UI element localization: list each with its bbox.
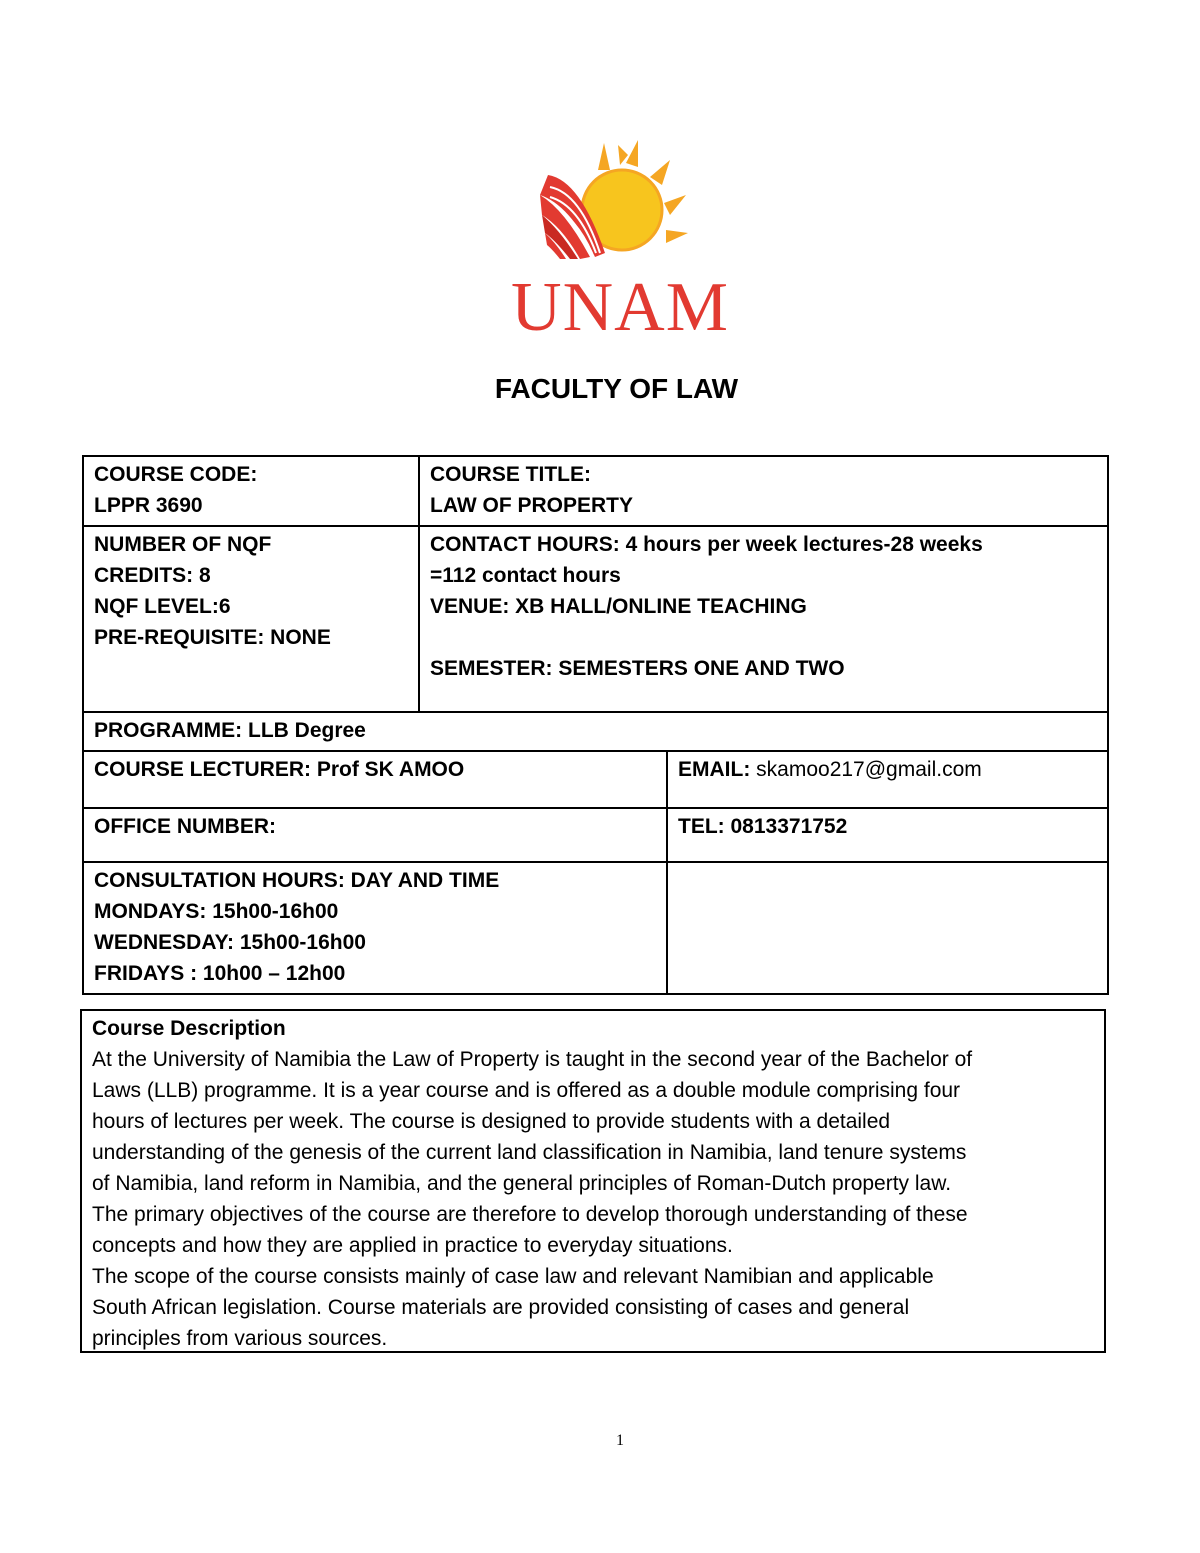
lecturer: COURSE LECTURER: Prof SK AMOO [94,758,465,781]
contact-hours-line1: CONTACT HOURS: 4 hours per week lectures-28 weeks [430,533,983,556]
description-line: principles from various sources. [92,1327,388,1350]
course-info-table [82,455,1109,995]
nqf-credits-line2: CREDITS: 8 [94,564,211,587]
description-line: understanding of the genesis of the current land classification in Namibia, land tenure systems [92,1141,967,1164]
lecturer-cell [83,751,667,808]
email-cell [667,751,1108,808]
office-number: OFFICE NUMBER: [94,815,276,838]
programme: PROGRAMME: LLB Degree [94,719,366,742]
description-line: At the University of Namibia the Law of Property is taught in the second year of the Bachelor of [92,1048,973,1071]
course-title-value: LAW OF PROPERTY [430,494,634,517]
course-title-cell [419,456,1108,526]
course-description-box [80,1009,1106,1353]
contact-hours-line2: =112 contact hours [430,564,621,587]
consultation-item: WEDNESDAY: 15h00-16h00 [94,931,366,954]
course-title-label: COURSE TITLE: [430,463,591,486]
page-number: 1 [616,1432,624,1449]
contact-cell [419,526,1108,712]
consultation-item: MONDAYS: 15h00-16h00 [94,900,339,923]
description-line: hours of lectures per week. The course is designed to provide students with a detailed [92,1110,891,1133]
sun-book-icon [500,135,740,260]
course-code-cell [83,456,419,526]
faculty-title: FACULTY OF LAW [494,373,739,404]
office-cell [83,808,667,862]
programme-cell [83,712,1108,751]
course-code-value: LPPR 3690 [94,494,203,517]
tel-cell [667,808,1108,862]
empty-cell [667,862,1108,994]
unam-wordmark: UNAM [511,269,729,346]
semester: SEMESTER: SEMESTERS ONE AND TWO [430,657,845,680]
description-title: Course Description [92,1017,286,1040]
credits-cell [83,526,419,712]
venue: VENUE: XB HALL/ONLINE TEACHING [430,595,807,618]
consultation-title: CONSULTATION HOURS: DAY AND TIME [94,869,500,892]
prerequisite: PRE-REQUISITE: NONE [94,626,331,649]
consultation-item: FRIDAYS : 10h00 – 12h00 [94,962,346,985]
description-line: The scope of the course consists mainly of case law and relevant Namibian and applicable [92,1265,934,1288]
description-line: of Namibia, land reform in Namibia, and the general principles of Roman-Dutch property law. [92,1172,952,1195]
description-line: concepts and how they are applied in practice to everyday situations. [92,1234,733,1257]
nqf-credits-line1: NUMBER OF NQF [94,533,272,556]
description-line: South African legislation. Course materials are provided consisting of cases and general [92,1296,910,1319]
email-value: skamoo217@gmail.com [750,758,982,781]
email-label: EMAIL: [678,758,751,781]
course-code-label: COURSE CODE: [94,463,258,486]
description-line: The primary objectives of the course are therefore to develop thorough understanding of these [92,1203,968,1226]
telephone: TEL: 0813371752 [678,815,848,838]
description-line: Laws (LLB) programme. It is a year course and is offered as a double module comprising four [92,1079,961,1102]
nqf-level: NQF LEVEL:6 [94,595,231,618]
consultation-cell [83,862,667,994]
unam-logo [500,135,740,345]
